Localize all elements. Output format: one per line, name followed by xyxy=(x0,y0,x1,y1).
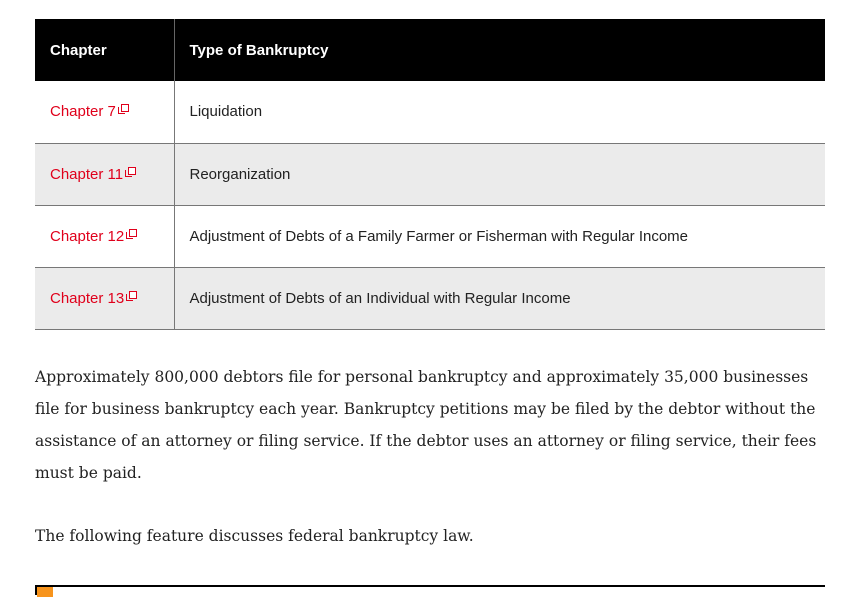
chapter-13-link[interactable] xyxy=(50,290,136,307)
chapter-7-link[interactable] xyxy=(50,103,128,120)
link-text: Chapter 13 xyxy=(50,289,125,307)
header-type: Type of Bankruptcy xyxy=(174,19,825,81)
external-link-icon xyxy=(126,291,136,301)
body-paragraph: The following feature discusses federal bankruptcy law. xyxy=(35,527,474,545)
chapter-12-link[interactable] xyxy=(50,228,136,245)
bankruptcy-chapters-table xyxy=(35,19,825,330)
link-text: Chapter 7 xyxy=(50,103,116,121)
table-row xyxy=(35,205,825,267)
external-link-icon xyxy=(126,229,136,239)
header-chapter: Chapter xyxy=(35,19,174,81)
feature-box xyxy=(35,585,825,595)
link-text: Chapter 11 xyxy=(50,165,124,183)
link-text: Chapter 12 xyxy=(50,227,125,245)
table-header-row xyxy=(35,19,825,81)
feature-accent xyxy=(37,587,53,597)
type-cell: Liquidation xyxy=(174,81,825,143)
external-link-icon xyxy=(125,167,135,177)
table-row xyxy=(35,81,825,143)
type-cell: Adjustment of Debts of a Family Farmer or Fisherman with Regular Income xyxy=(174,205,825,267)
type-cell: Reorganization xyxy=(174,143,825,205)
chapter-11-link[interactable] xyxy=(50,166,135,183)
body-paragraph: Approximately 800,000 debtors file for personal bankruptcy and approximately 35,000 businesses file for business bankruptcy each year. Bankruptcy petitions may be filed by the debtor without the assistance of an attorney or filing service. If the debtor uses an attorney or filing service, their fees must be paid. xyxy=(35,368,817,482)
external-link-icon xyxy=(118,104,128,114)
table-row xyxy=(35,267,825,329)
table-row xyxy=(35,143,825,205)
type-cell: Adjustment of Debts of an Individual with Regular Income xyxy=(174,267,825,329)
